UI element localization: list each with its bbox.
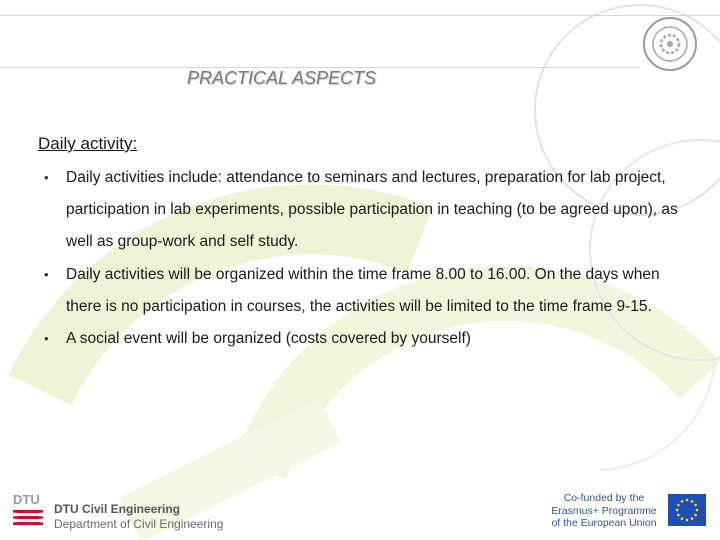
org-name: DTU Civil Engineering: [54, 502, 181, 516]
section-heading: Daily activity:: [38, 134, 138, 153]
bullet-text: Daily activities include: attendance to seminars and lectures, preparation for lab project, participation in lab experiments, possible participation in teaching (to be agreed upon), as well as group-work and self study.: [66, 169, 678, 251]
bullet-marker: •: [44, 331, 49, 347]
svg-text:DTU: DTU: [13, 492, 40, 507]
dtu-logo-icon: [12, 490, 46, 532]
top-divider: [0, 15, 720, 16]
erasmus-line: Co-funded by the: [563, 492, 645, 504]
list-item: [40, 323, 690, 355]
list-item: [40, 162, 690, 259]
erasmus-line: of the European Union: [551, 517, 657, 529]
erasmus-badge: [526, 492, 706, 530]
org-department: Department of Civil Engineering: [54, 517, 224, 531]
bullet-marker: •: [44, 266, 49, 282]
erasmus-text: [542, 492, 666, 530]
erasmus-line: Erasmus+ Programme: [551, 504, 657, 517]
slide-title: PRACTICAL ASPECTS: [187, 68, 377, 88]
list-item: [40, 259, 690, 323]
bullet-text: Daily activities will be organized within the time frame 8.00 to 16.00. On the days when there is no participation in courses, the activities will be limited to the time frame 9-15.: [66, 265, 660, 315]
bullet-list: [40, 162, 690, 355]
eu-flag-icon: [668, 494, 706, 526]
bullet-text: A social event will be organized (costs covered by yourself): [66, 330, 471, 348]
bullet-marker: •: [44, 170, 49, 185]
seal-icon: [642, 16, 698, 72]
